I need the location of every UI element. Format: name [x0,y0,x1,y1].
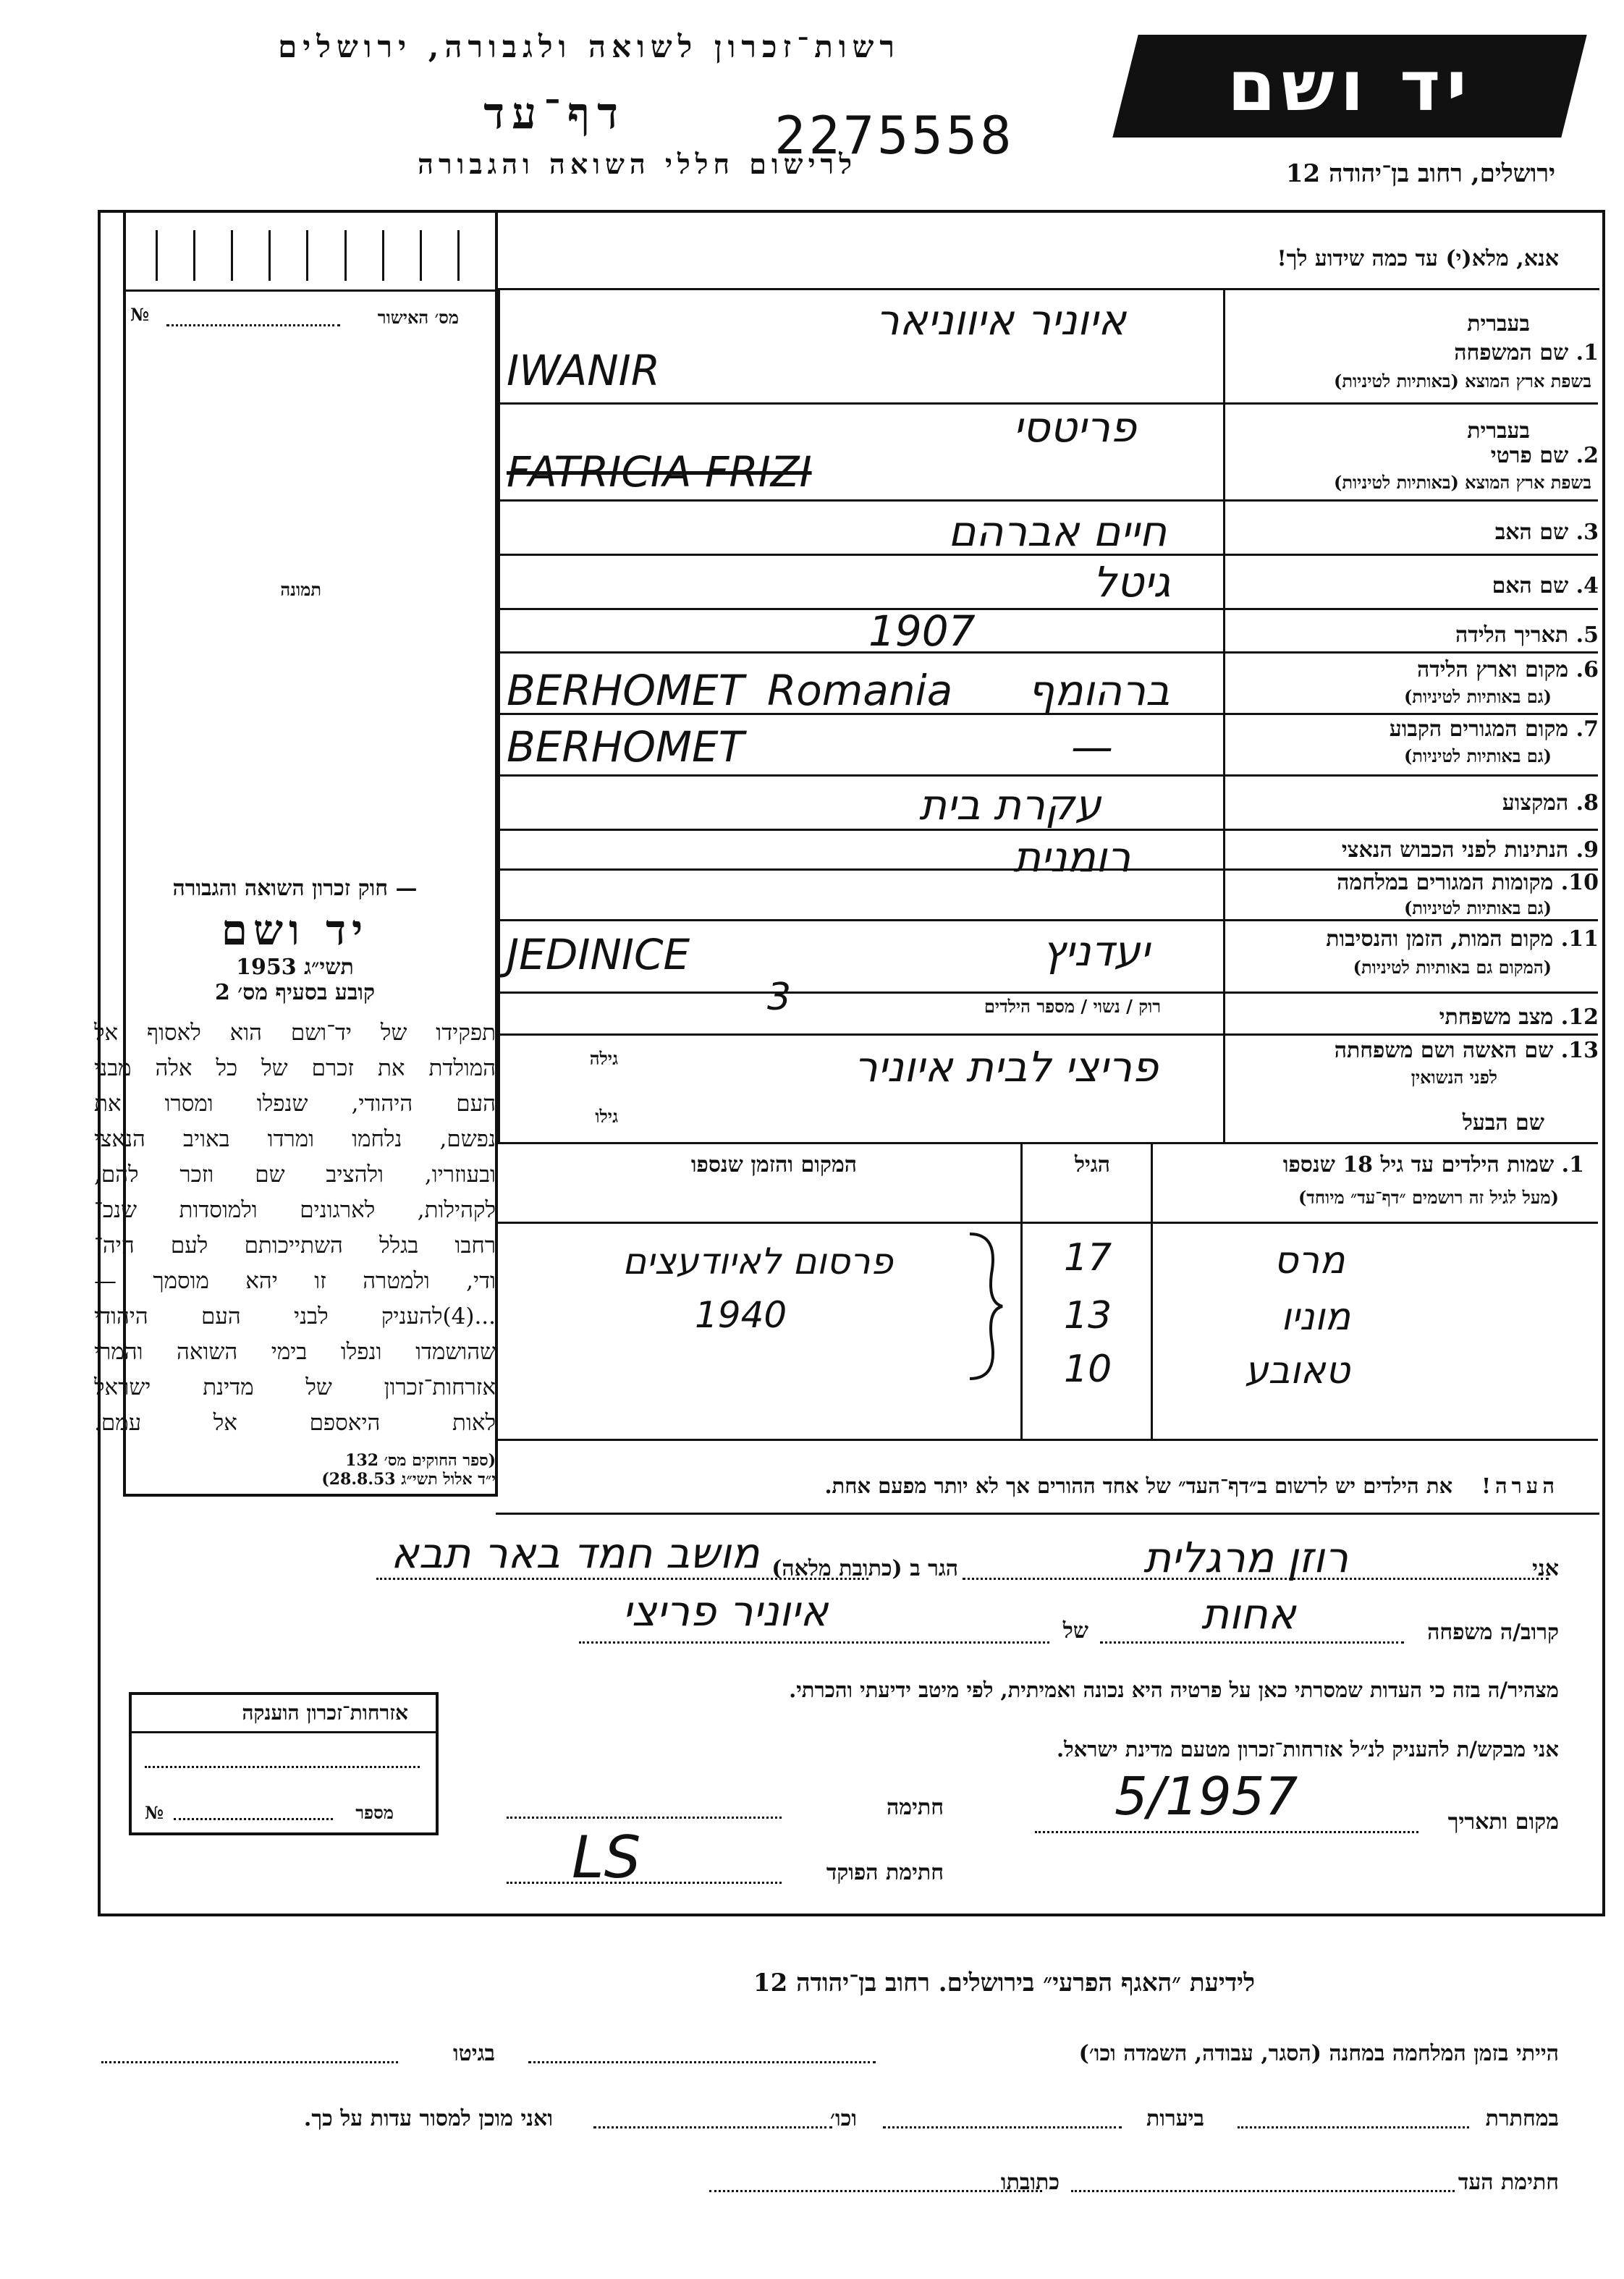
law-line: תפקידו של יד־ושם הוא לאסוף אל [94,1020,496,1046]
institution-name: רשות־זכרון לשואה ולגבורה, ירושלים [278,29,900,64]
field-1-sub: בשפת ארץ המוצא (באותיות לטיניות) [1334,371,1591,392]
declaration-text: מצהיר/ה בזה כי העדות שמסרתי כאן על פרטיה היא נכונה ואמיתית, לפי מיטב ידיעתי והכרתי. [789,1678,1559,1702]
children-age-header: הגיל [1074,1152,1110,1177]
surname-latin: IWANIR [507,346,661,395]
law-year: תשי״ג 1953 [236,955,354,980]
intro-text: אנא, מלא(י) עד כמה שידוע לך! [1277,246,1559,271]
law-line: המולדת את זכרם של כל אלה מבני [94,1055,496,1081]
signature-label: חתימה [887,1795,944,1820]
record-number: 2275558 [774,105,1015,166]
law-ref-2: י״ד אלול תשי״ג 28.8.53) [321,1470,496,1489]
law-text [94,876,496,1489]
institution-address: ירושלים, רחוב בן־יהודה 12 [1285,159,1555,188]
child-3-age: 10 [1064,1348,1112,1391]
certificate-number-label: מספר [355,1802,394,1823]
note [824,1473,1559,1499]
children-place-header: המקום והזמן שנספו [690,1152,857,1177]
law-line: העם היהודי, שנפלו ומסרו את [94,1091,496,1117]
field-7-sub: (גם באותיות לטיניות) [1403,745,1552,766]
field-7-label: 7. מקום המגורים הקבוע [1389,716,1599,742]
child-3-name: טאובע [1245,1349,1350,1392]
of-label: של [1062,1618,1088,1644]
children-death-year: 1940 [695,1294,787,1336]
field-6-sub: (גם באותיות לטיניות) [1403,686,1552,707]
footer-forests: ביערות [1146,2106,1204,2131]
field-10-label: 10. מקומות המגורים במלחמה [1337,870,1599,895]
certificate-title: אזרחות־זכרון הוענקה [242,1701,408,1725]
residence-hebrew: — [1071,722,1113,771]
law-line: ובעוזריו, ולהציב שם וזכר להם, [94,1162,496,1188]
law-line: רחבו בגלל השתייכותם לעם היה־ [94,1232,496,1259]
request-text: אני מבקש/ת להעניק לנ״ל אזרחות־זכרון מטעם מדינת ישראל. [1057,1737,1559,1762]
footer-willing: ואני מוכן למסור עדות על כך. [303,2106,553,2131]
footer-witness-address: כתובתו [1000,2170,1060,2195]
husband-label: שם הבעל [1462,1110,1544,1136]
law-line: לאות היאספם אל עמם. [94,1410,496,1436]
field-2-sub: בשפת ארץ המוצא (באותיות לטיניות) [1334,472,1591,493]
birth-place-latin: BERHOMET [507,666,745,715]
children-label: 1. שמות הילדים עד גיל 18 שנספו [1282,1152,1584,1177]
wife-name: פריצי לבית איוניר [854,1042,1159,1091]
photo-label: תמונה [280,579,321,600]
of-value: איוניר פריצי [622,1586,829,1636]
residence-latin: BERHOMET [507,722,745,771]
footer-etc: וכו׳ [830,2106,857,2131]
profession: עקרת בית [919,780,1101,829]
law-line: נפשם, נלחמו ומרדו באויב הנאצי [94,1126,496,1152]
footer-camp: הייתי בזמן המלחמה במחנה (הסגר, עבודה, השמדה וכו׳) [1078,2041,1559,2066]
declarant-i-label: אני [1532,1556,1559,1581]
declarant-name: רוזן מרגלית [1143,1533,1348,1582]
footer-underground: במחתרת [1485,2106,1559,2131]
law-ref-1: (ספר החוקים מס׳ 132 [345,1451,496,1470]
children-brace [963,1230,1006,1382]
field-12-label: 12. מצב משפחתי [1439,1005,1599,1030]
field-11-sub: (המקום גם באותיות לטיניות) [1353,957,1552,978]
field-6-label: 6. מקום וארץ הלידה [1416,657,1599,682]
mother-name: גיטל [1093,557,1171,606]
death-place-latin: JEDINICE [507,930,690,979]
relation-value: אחות [1201,1589,1296,1639]
surname-hebrew: איוניר איווניאר [876,295,1126,344]
law-title: — חוק זכרון השואה והגבורה [172,876,418,901]
footer-witness-signature: חתימת העד [1458,2170,1559,2195]
law-body [94,1015,496,1441]
field-8-label: 8. המקצוע [1502,790,1599,816]
field-13-sub: לפני הנשואין [1411,1067,1497,1088]
place-date-value: 5/1957 [1115,1766,1298,1827]
nationality: רומנית [1013,832,1131,881]
child-2-age: 13 [1064,1294,1112,1337]
form-title: דף־עד [483,88,625,139]
husband-age-label: גילו [595,1106,618,1127]
children-count: 3 [767,976,792,1019]
certificate-no-mark: № [145,1802,164,1823]
child-1-age: 17 [1064,1236,1112,1280]
declarant-address: מושב חמד באר תבא [391,1529,760,1578]
child-2-name: מוניו [1281,1295,1351,1339]
given-name-hebrew: פריטסי [1013,402,1137,452]
field-4-label: 4. שם האם [1492,573,1599,599]
note-label: הערה! [1481,1473,1559,1498]
note-text: את הילדים יש לרשום ב״דף־העד״ של אחד ההורים אך לא יותר מפעם אחת. [824,1473,1453,1498]
law-line: ודי, ולמטרה זו יהא מוסמך — [94,1268,496,1294]
law-clause: קובע בסעיף מס׳ 2 [214,980,376,1005]
field-5-label: 5. תאריך הלידה [1455,622,1599,648]
father-name: חיים אברהם [948,507,1167,556]
place-date-label: מקום ותאריך [1447,1809,1559,1835]
field-1-label: 1. שם המשפחה [1454,340,1599,365]
field-10-sub: (גם באותיות לטיניות) [1403,897,1552,918]
law-line: ...(4)להעניק לבני העם היהודי [94,1303,496,1329]
birth-place-hebrew: ברהומף [1028,666,1170,715]
law-line: שהושמדו ונפלו בימי השואה והמרי [94,1339,496,1365]
wife-age-label: גילה [589,1048,618,1069]
law-name: יד ושם [221,905,369,955]
field-2-lang: בעברית [1467,418,1530,444]
field-3-label: 3. שם האב [1494,520,1599,545]
given-name-latin: FATRICIA FRIZI [507,447,812,496]
birth-country: Romania [767,666,953,715]
children-death-place: פרסום לאיודעצים [622,1240,893,1282]
children-sub: (מעל לגיל זה רושמים ״דף־עד״ מיוחד) [1298,1187,1559,1208]
field-12-options: רוק / נשוי / מספר הילדים [984,996,1161,1017]
death-place-hebrew: יעדניץ [1042,926,1150,976]
reg-number-boxes [138,230,478,281]
footer-ghetto: בגיטו [452,2041,495,2066]
field-1-lang: בעברית [1467,311,1530,337]
relative-label: קרוב/ה משפחה [1427,1620,1559,1645]
field-11-label: 11. מקום המות, הזמן והנסיבות [1326,926,1599,952]
officer-signature-label: חתימת הפוקד [826,1860,944,1885]
birth-date: 1907 [868,606,976,656]
law-line: לקהילות, לארגונים ולמוסדות שנכ־ [94,1197,496,1223]
reg-no-mark: № [130,304,150,325]
officer-signature: LS [572,1824,641,1891]
footer-notice: לידיעת ״האגף הפרעי״ בירושלים. רחוב בן־יהודה 12 [753,1969,1255,1997]
field-2-label: 2. שם פרטי [1490,443,1599,468]
law-line: אזרחות־זכרון של מדינת ישראל [94,1374,496,1400]
reg-number-label: מס׳ האישור [377,307,459,328]
form-subtitle: לרישום חללי השואה והגבורה [418,148,857,180]
yad-vashem-logo: יד ושם [1112,35,1586,138]
declarant-resides-label: הגר ב (כתובת מלאה) [771,1556,958,1581]
child-1-name: מרס [1274,1239,1345,1282]
field-9-label: 9. הנתינות לפני הכבוש הנאצי [1341,837,1599,863]
field-13-label: 13. שם האשה ושם משפחתה [1334,1038,1599,1063]
